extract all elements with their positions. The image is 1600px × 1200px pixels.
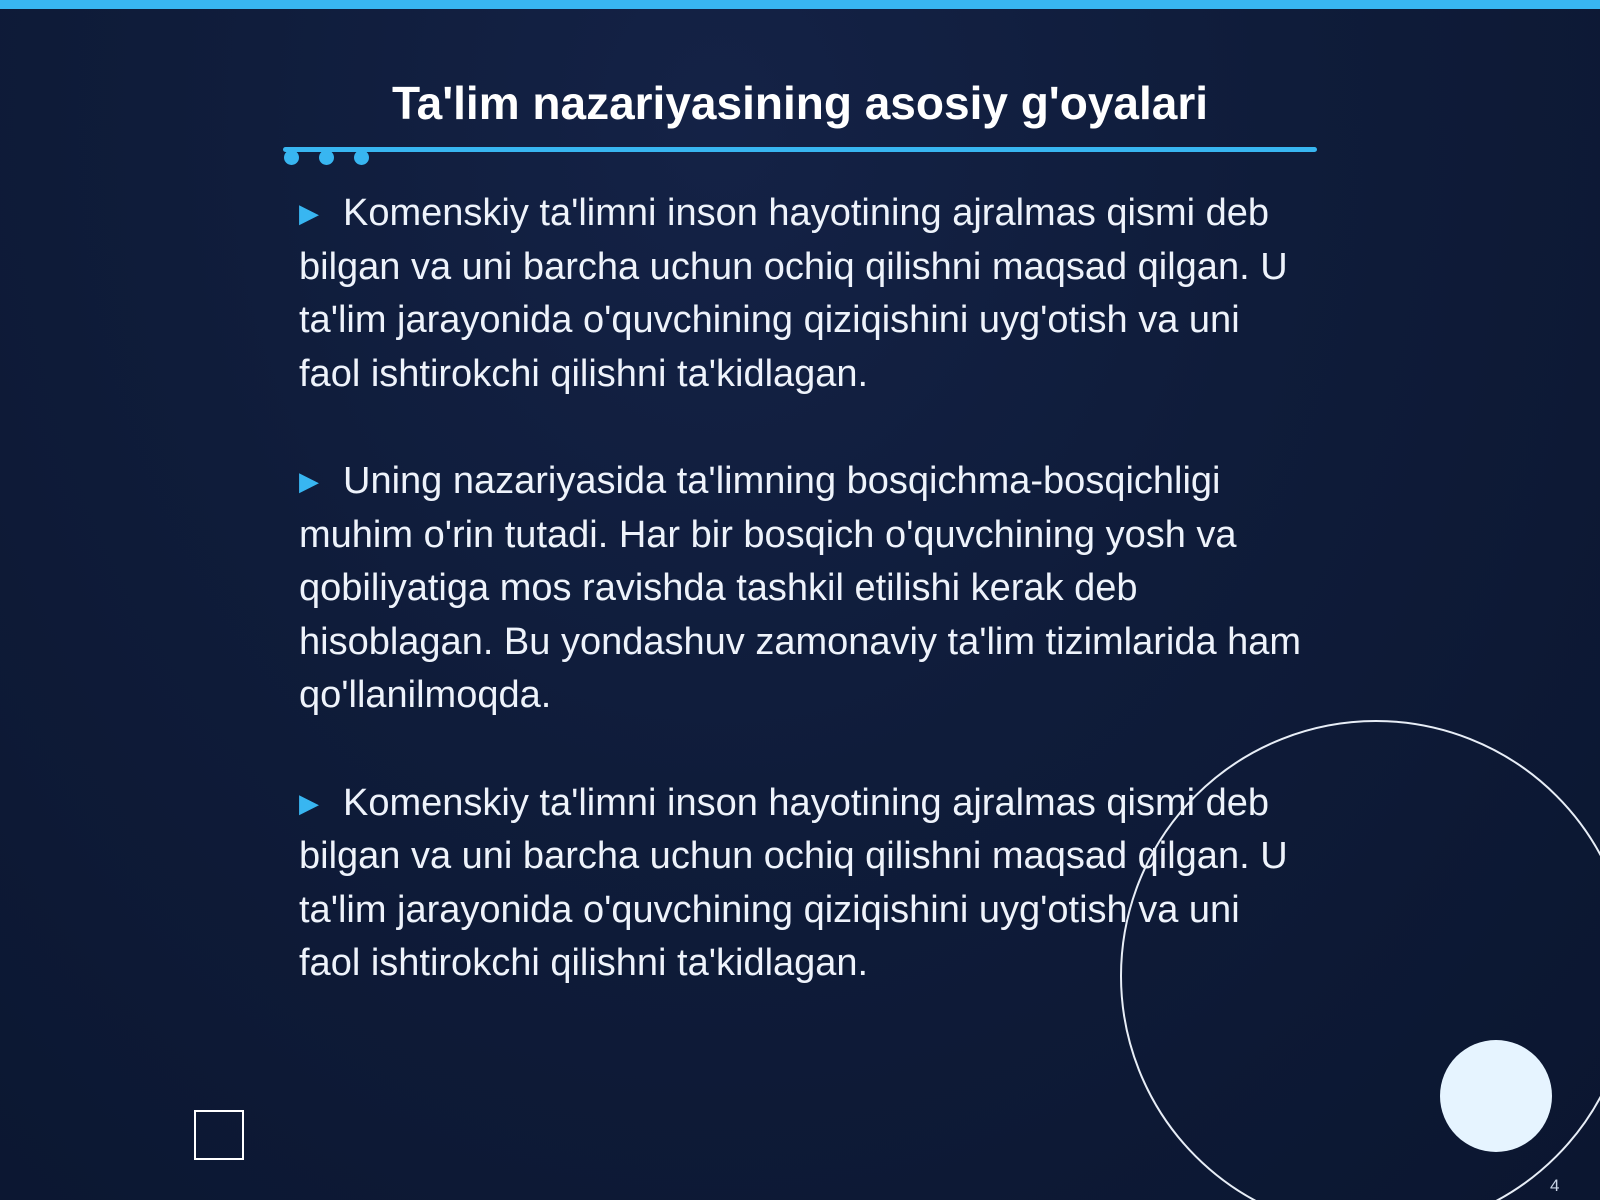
- bullet-text: Komenskiy ta'limni inson hayotining ajralmas qismi deb bilgan va uni barcha uchun ochiq qilishni maqsad qilgan. U ta'lim jarayonida o'quvchining qiziqishini uyg'otish va uni faol ishtirokchi qilishni ta'kidlagan.: [299, 781, 1288, 984]
- page-number: 4: [1550, 1176, 1560, 1195]
- bullet-text: Komenskiy ta'limni inson hayotining ajralmas qismi deb bilgan va uni barcha uchun ochiq qilishni maqsad qilgan. U ta'lim jarayonida o'quvchining qiziqishini uyg'otish va uni faol ishtirokchi qilishni ta'kidlagan.: [299, 192, 1288, 395]
- triangle-right-icon: ▶: [299, 198, 319, 228]
- decor-dot: [319, 150, 334, 165]
- title-underline: [283, 147, 1317, 152]
- decor-circle-filled: [1440, 1040, 1552, 1152]
- decor-dot: [284, 150, 299, 165]
- triangle-right-icon: ▶: [299, 466, 319, 496]
- decor-square-outline: [194, 1110, 244, 1160]
- decor-dot: [354, 150, 369, 165]
- bullet-item: [299, 455, 1309, 723]
- bullet-text: Uning nazariyasida ta'limning bosqichma-bosqichligi muhim o'rin tutadi. Har bir bosqich o'quvchining yosh va qobiliyatiga mos ravishda tashkil etilishi kerak deb hisoblagan. Bu yondashuv zamonaviy ta'lim tizimlarida ham qo'llanilmoqda.: [299, 460, 1302, 716]
- bullet-item: [299, 187, 1309, 401]
- slide-title: Ta'lim nazariyasining asosiy g'oyalari: [391, 77, 1209, 129]
- triangle-right-icon: ▶: [299, 787, 319, 818]
- top-accent-bar: [0, 0, 1600, 9]
